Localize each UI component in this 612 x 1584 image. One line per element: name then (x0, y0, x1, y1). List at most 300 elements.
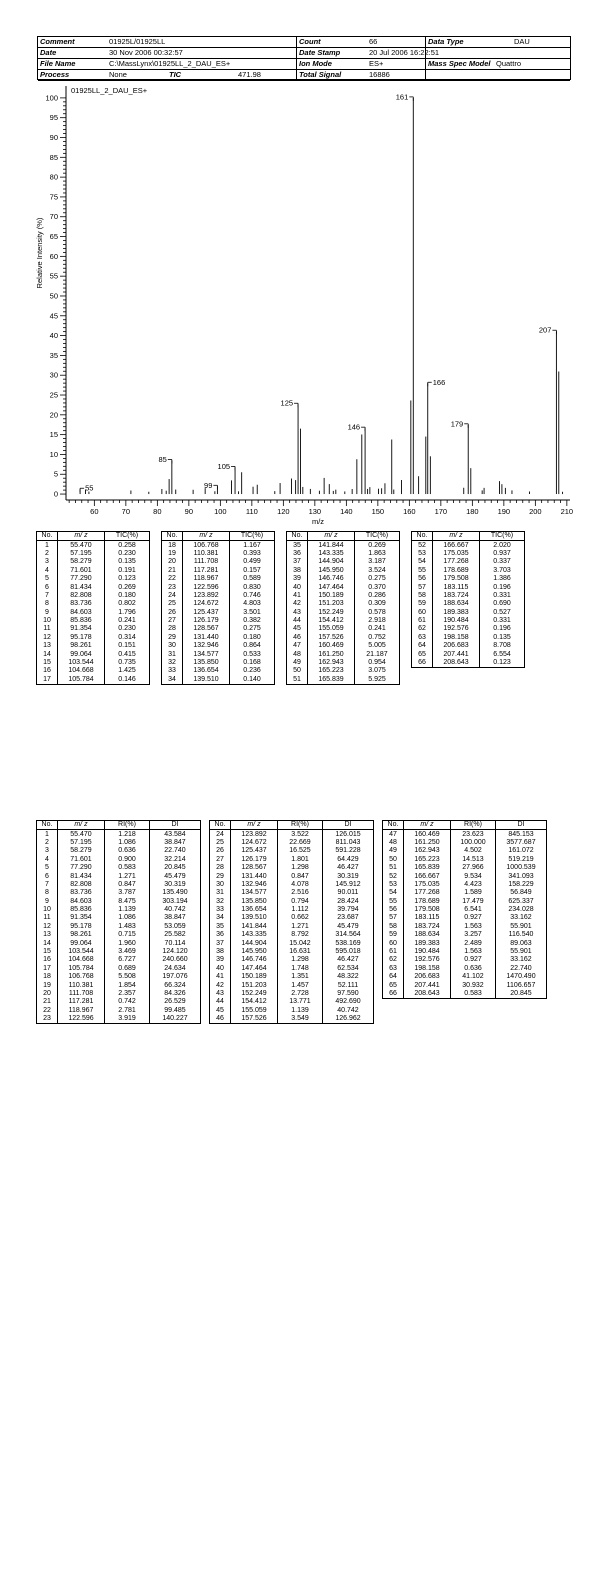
table-cell: 9 (37, 898, 58, 906)
table-cell: 65 (383, 981, 404, 989)
table-cell: 128.567 (231, 864, 278, 872)
table-cell: 52.111 (323, 981, 374, 989)
header-label: Date Stamp (299, 48, 341, 57)
table-cell: 0.196 (480, 625, 525, 633)
table-cell: 143.335 (231, 931, 278, 939)
table-cell: 13 (37, 931, 58, 939)
table-cell: 84.603 (58, 898, 105, 906)
table-row (37, 931, 201, 939)
table-cell: 62 (412, 625, 433, 633)
column-header: No. (210, 821, 231, 830)
table-cell: 118.967 (183, 575, 230, 583)
peak-label: 166 (432, 377, 446, 387)
table-cell: 5.925 (355, 676, 400, 685)
table-row (383, 839, 547, 847)
table-cell: 110.381 (183, 550, 230, 558)
table-row (162, 609, 275, 617)
table-cell: 20.845 (150, 864, 201, 872)
table-row (37, 872, 201, 880)
table-row (162, 634, 275, 642)
table-cell: 55.470 (58, 541, 105, 550)
table-cell: 6.541 (451, 906, 496, 914)
table-cell: 123.892 (231, 830, 278, 839)
table-row (210, 956, 374, 964)
tic-table-block (411, 531, 525, 668)
table-cell: 7 (37, 881, 58, 889)
table-cell: 71.601 (58, 856, 105, 864)
column-header: TIC(%) (355, 532, 400, 541)
table-cell: 0.236 (230, 667, 275, 675)
table-cell: 36 (210, 931, 231, 939)
table-row (37, 948, 201, 956)
header-divider (425, 37, 426, 79)
table-cell: 43 (287, 609, 308, 617)
table-cell: 0.533 (230, 650, 275, 658)
table-cell: 154.412 (308, 617, 355, 625)
header-value: Quattro (496, 59, 522, 68)
table-cell: 0.715 (105, 931, 150, 939)
table-cell: 132.946 (231, 881, 278, 889)
table-row (287, 558, 400, 566)
table-row (287, 676, 400, 685)
table-cell: 145.912 (323, 881, 374, 889)
table-cell: 190.484 (433, 617, 480, 625)
table-row (37, 839, 201, 847)
table-cell: 25 (210, 839, 231, 847)
table-cell: 166.667 (404, 872, 451, 880)
table-row (287, 634, 400, 642)
table-cell: 40.742 (323, 1007, 374, 1015)
table-cell: 2.489 (451, 939, 496, 947)
table-cell: 21.187 (355, 650, 400, 658)
table-cell: 1000.539 (496, 864, 547, 872)
table-cell: 30.932 (451, 981, 496, 989)
header-row (38, 48, 570, 59)
table-cell: 98.261 (58, 931, 105, 939)
column-header: m/ z (58, 821, 105, 830)
table-cell: 1.167 (230, 541, 275, 550)
table-cell: 51 (287, 676, 308, 685)
table-cell: 30 (210, 881, 231, 889)
table-cell: 4.803 (230, 600, 275, 608)
table-row (37, 914, 201, 922)
table-header-row (162, 532, 275, 541)
table-row (37, 856, 201, 864)
table-cell: 117.281 (183, 567, 230, 575)
table-cell: 82.808 (58, 881, 105, 889)
table-cell: 1.589 (451, 889, 496, 897)
table-row (287, 650, 400, 658)
table-cell: 0.583 (451, 990, 496, 999)
table-cell: 175.035 (404, 881, 451, 889)
table-cell: 145.950 (231, 948, 278, 956)
table-row (210, 931, 374, 939)
table-row (210, 923, 374, 931)
table-row (37, 583, 150, 591)
table-cell: 1 (37, 541, 58, 550)
table-cell: 4.078 (278, 881, 323, 889)
header-value: None (109, 70, 127, 79)
header-label: Total Signal (299, 70, 342, 79)
table-cell: 21 (162, 567, 183, 575)
table-cell: 98.261 (58, 642, 105, 650)
table-cell: 152.249 (231, 990, 278, 998)
table-cell: 100.000 (451, 839, 496, 847)
table-cell: 29 (210, 872, 231, 880)
table-cell: 157.526 (308, 634, 355, 642)
info-header (37, 36, 571, 80)
table-cell: 99.064 (58, 650, 105, 658)
table-cell: 4.502 (451, 847, 496, 855)
table-cell: 28 (210, 864, 231, 872)
x-tick-label: 140 (340, 507, 353, 516)
table-cell: 131.440 (183, 634, 230, 642)
table-row (37, 567, 150, 575)
table-cell: 12 (37, 923, 58, 931)
table-cell: 30 (162, 642, 183, 650)
table-cell: 1.298 (278, 864, 323, 872)
table-cell: 32.214 (150, 856, 201, 864)
table-cell: 20 (162, 558, 183, 566)
table-cell: 208.643 (404, 990, 451, 999)
table-row (383, 914, 547, 922)
table-cell: 1106.657 (496, 981, 547, 989)
table-row (162, 575, 275, 583)
table-cell: 1.796 (105, 609, 150, 617)
table-cell: 188.634 (433, 600, 480, 608)
mass-spectrum-chart (0, 82, 612, 532)
table-cell: 183.724 (433, 592, 480, 600)
table-row (412, 558, 525, 566)
table-row (383, 931, 547, 939)
table-cell: 39 (210, 956, 231, 964)
table-cell: 1.563 (451, 948, 496, 956)
table-cell: 16.525 (278, 847, 323, 855)
table-cell: 183.115 (433, 583, 480, 591)
table-cell: 519.219 (496, 856, 547, 864)
table-row (162, 567, 275, 575)
y-tick-label: 40 (49, 331, 58, 341)
table-cell: 51 (383, 864, 404, 872)
column-header: No. (383, 821, 404, 830)
table-cell: 64 (412, 642, 433, 650)
table-cell: 48 (383, 839, 404, 847)
table-cell: 1.863 (355, 550, 400, 558)
table-cell: 150.189 (231, 973, 278, 981)
table-row (37, 600, 150, 608)
table-cell: 0.275 (230, 625, 275, 633)
table-row (287, 583, 400, 591)
table-cell: 135.850 (231, 898, 278, 906)
y-tick-label: 5 (53, 469, 58, 479)
table-cell: 56.849 (496, 889, 547, 897)
table-cell: 143.335 (308, 550, 355, 558)
y-tick-label: 80 (49, 172, 58, 182)
table-cell: 117.281 (58, 998, 105, 1006)
table-cell: 126.962 (323, 1015, 374, 1024)
table-cell: 38 (287, 567, 308, 575)
table-cell: 110.381 (58, 981, 105, 989)
table-cell: 139.510 (231, 914, 278, 922)
table-cell: 341.093 (496, 872, 547, 880)
table-cell: 125.437 (183, 609, 230, 617)
table-cell: 845.153 (496, 830, 547, 839)
header-label: Data Type (428, 37, 464, 46)
table-cell: 3.524 (355, 567, 400, 575)
table-cell: 0.662 (278, 914, 323, 922)
table-cell: 0.123 (480, 659, 525, 668)
table-row (383, 923, 547, 931)
table-cell: 23.623 (451, 830, 496, 839)
table-cell: 178.689 (433, 567, 480, 575)
y-tick-label: 95 (49, 113, 58, 123)
y-tick-label: 15 (49, 430, 58, 440)
table-cell: 183.115 (404, 914, 451, 922)
table-cell: 0.636 (451, 965, 496, 973)
table-cell: 57 (383, 914, 404, 922)
table-row (162, 583, 275, 591)
table-cell: 54 (412, 558, 433, 566)
table-cell: 16 (37, 667, 58, 675)
table-row (162, 650, 275, 658)
column-header: DI (496, 821, 547, 830)
table-row (37, 642, 150, 650)
table-cell: 50 (383, 856, 404, 864)
table-cell: 52 (412, 541, 433, 550)
table-cell: 190.484 (404, 948, 451, 956)
table-cell: 189.383 (404, 939, 451, 947)
table-cell: 1.271 (105, 872, 150, 880)
table-row (412, 575, 525, 583)
ri-table-block (382, 820, 547, 999)
table-cell: 158.229 (496, 881, 547, 889)
table-cell: 161.250 (404, 839, 451, 847)
table-row (412, 659, 525, 668)
table-cell: 0.527 (480, 609, 525, 617)
table-cell: 59 (412, 600, 433, 608)
table-cell: 0.309 (355, 600, 400, 608)
table-cell: 35 (210, 923, 231, 931)
table-cell: 1.425 (105, 667, 150, 675)
header-value: 01925L/01925LL (109, 37, 166, 46)
table-cell: 124.120 (150, 948, 201, 956)
table-cell: 2 (37, 550, 58, 558)
column-header: RI(%) (451, 821, 496, 830)
y-tick-label: 20 (49, 410, 58, 420)
table-cell: 8.708 (480, 642, 525, 650)
table-cell: 8 (37, 889, 58, 897)
table-header-row (412, 532, 525, 541)
table-cell: 82.808 (58, 592, 105, 600)
table-cell: 178.689 (404, 898, 451, 906)
table-row (412, 617, 525, 625)
header-label: Process (40, 70, 70, 79)
table-cell: 21 (37, 998, 58, 1006)
table-cell: 46.427 (323, 864, 374, 872)
table-cell: 39.794 (323, 906, 374, 914)
table-cell: 6.727 (105, 956, 150, 964)
table-cell: 91.354 (58, 914, 105, 922)
table-cell: 162.943 (308, 659, 355, 667)
table-cell: 9 (37, 609, 58, 617)
table-cell: 15 (37, 948, 58, 956)
table-row (37, 558, 150, 566)
table-cell: 811.043 (323, 839, 374, 847)
table-cell: 240.660 (150, 956, 201, 964)
table-cell: 147.464 (231, 965, 278, 973)
x-tick-label: 160 (403, 507, 416, 516)
table-cell: 25.582 (150, 931, 201, 939)
table-header-row (383, 821, 547, 830)
table-cell: 144.904 (231, 939, 278, 947)
table-cell: 0.794 (278, 898, 323, 906)
table-cell: 197.076 (150, 973, 201, 981)
table-cell: 71.601 (58, 567, 105, 575)
x-tick-label: 130 (308, 507, 322, 516)
table-cell: 0.847 (105, 881, 150, 889)
table-row (383, 965, 547, 973)
table-cell: 314.564 (323, 931, 374, 939)
table-row (37, 847, 201, 855)
table-cell: 7 (37, 592, 58, 600)
table-cell: 0.196 (480, 583, 525, 591)
table-cell: 60 (412, 609, 433, 617)
table-cell: 24 (210, 830, 231, 839)
table-cell: 146.746 (231, 956, 278, 964)
table-cell: 28 (162, 625, 183, 633)
table-row (37, 550, 150, 558)
table-row (37, 830, 201, 839)
table-cell: 0.393 (230, 550, 275, 558)
table-cell: 43.584 (150, 830, 201, 839)
table-row (412, 609, 525, 617)
table-cell: 2.357 (105, 990, 150, 998)
table-row (287, 550, 400, 558)
table-cell: 91.354 (58, 625, 105, 633)
table-cell: 5.005 (355, 642, 400, 650)
table-cell: 84.326 (150, 990, 201, 998)
table-cell: 104.668 (58, 956, 105, 964)
y-tick-label: 85 (49, 152, 58, 162)
table-cell: 18 (37, 973, 58, 981)
table-cell: 124.672 (231, 839, 278, 847)
table-cell: 38.847 (150, 839, 201, 847)
table-cell: 27 (162, 617, 183, 625)
y-axis-label: Relative Intensity (%) (35, 217, 44, 289)
table-cell: 8.792 (278, 931, 323, 939)
table-cell: 154.412 (231, 998, 278, 1006)
table-cell: 3.919 (105, 1015, 150, 1024)
table-cell: 43 (210, 990, 231, 998)
y-tick-label: 100 (45, 93, 58, 103)
table-cell: 0.230 (105, 550, 150, 558)
table-row (210, 864, 374, 872)
table-header-row (37, 532, 150, 541)
x-tick-label: 90 (184, 507, 194, 516)
column-header: DI (323, 821, 374, 830)
header-label: Ion Mode (299, 59, 332, 68)
table-cell: 151.203 (231, 981, 278, 989)
table-header-row (37, 821, 201, 830)
table-cell: 152.249 (308, 609, 355, 617)
peak-label: 146 (347, 422, 361, 432)
column-header: RI(%) (105, 821, 150, 830)
table-cell: 61 (383, 948, 404, 956)
table-cell: 46.427 (323, 956, 374, 964)
table-row (383, 872, 547, 880)
table-cell: 128.567 (183, 625, 230, 633)
table-cell: 206.683 (404, 973, 451, 981)
peak-label: 161 (395, 92, 409, 102)
table-cell: 2.020 (480, 541, 525, 550)
table-cell: 9.534 (451, 872, 496, 880)
table-cell: 104.668 (58, 667, 105, 675)
column-header: DI (150, 821, 201, 830)
table-row (287, 642, 400, 650)
table-cell: 1.139 (278, 1007, 323, 1015)
table-cell: 33 (162, 667, 183, 675)
table-cell: 19 (162, 550, 183, 558)
table-cell: 11 (37, 625, 58, 633)
table-cell: 36 (287, 550, 308, 558)
y-tick-label: 65 (49, 232, 58, 242)
table-cell: 45 (287, 625, 308, 633)
table-cell: 0.337 (480, 558, 525, 566)
table-row (210, 906, 374, 914)
table-cell: 23.687 (323, 914, 374, 922)
table-cell: 22 (37, 1007, 58, 1015)
table-row (162, 667, 275, 675)
table-cell: 40 (287, 583, 308, 591)
table-cell: 157.526 (231, 1015, 278, 1024)
header-label: Count (299, 37, 321, 46)
table-row (412, 541, 525, 550)
table-cell: 207.441 (404, 981, 451, 989)
table-row (287, 659, 400, 667)
table-cell: 1.563 (451, 923, 496, 931)
table-row (210, 856, 374, 864)
table-cell: 122.596 (183, 583, 230, 591)
table-cell: 48 (287, 650, 308, 658)
table-row (162, 617, 275, 625)
table-row (412, 642, 525, 650)
table-cell: 27.966 (451, 864, 496, 872)
table-cell: 10 (37, 617, 58, 625)
table-row (210, 939, 374, 947)
column-header: m/ z (231, 821, 278, 830)
table-cell: 135.850 (183, 659, 230, 667)
table-cell: 11 (37, 914, 58, 922)
table-cell: 53 (383, 881, 404, 889)
table-cell: 41 (210, 973, 231, 981)
table-cell: 1.298 (278, 956, 323, 964)
table-cell: 55 (412, 567, 433, 575)
table-row (162, 600, 275, 608)
table-row (37, 676, 150, 685)
table-row (412, 625, 525, 633)
table-cell: 29 (162, 634, 183, 642)
table-cell: 63 (412, 634, 433, 642)
table-cell: 49 (383, 847, 404, 855)
table-row (287, 575, 400, 583)
table-cell: 14.513 (451, 856, 496, 864)
table-row (383, 990, 547, 999)
table-row (210, 1015, 374, 1024)
table-cell: 0.230 (105, 625, 150, 633)
table-cell: 33.162 (496, 914, 547, 922)
table-cell: 32 (210, 898, 231, 906)
table-cell: 0.258 (105, 541, 150, 550)
